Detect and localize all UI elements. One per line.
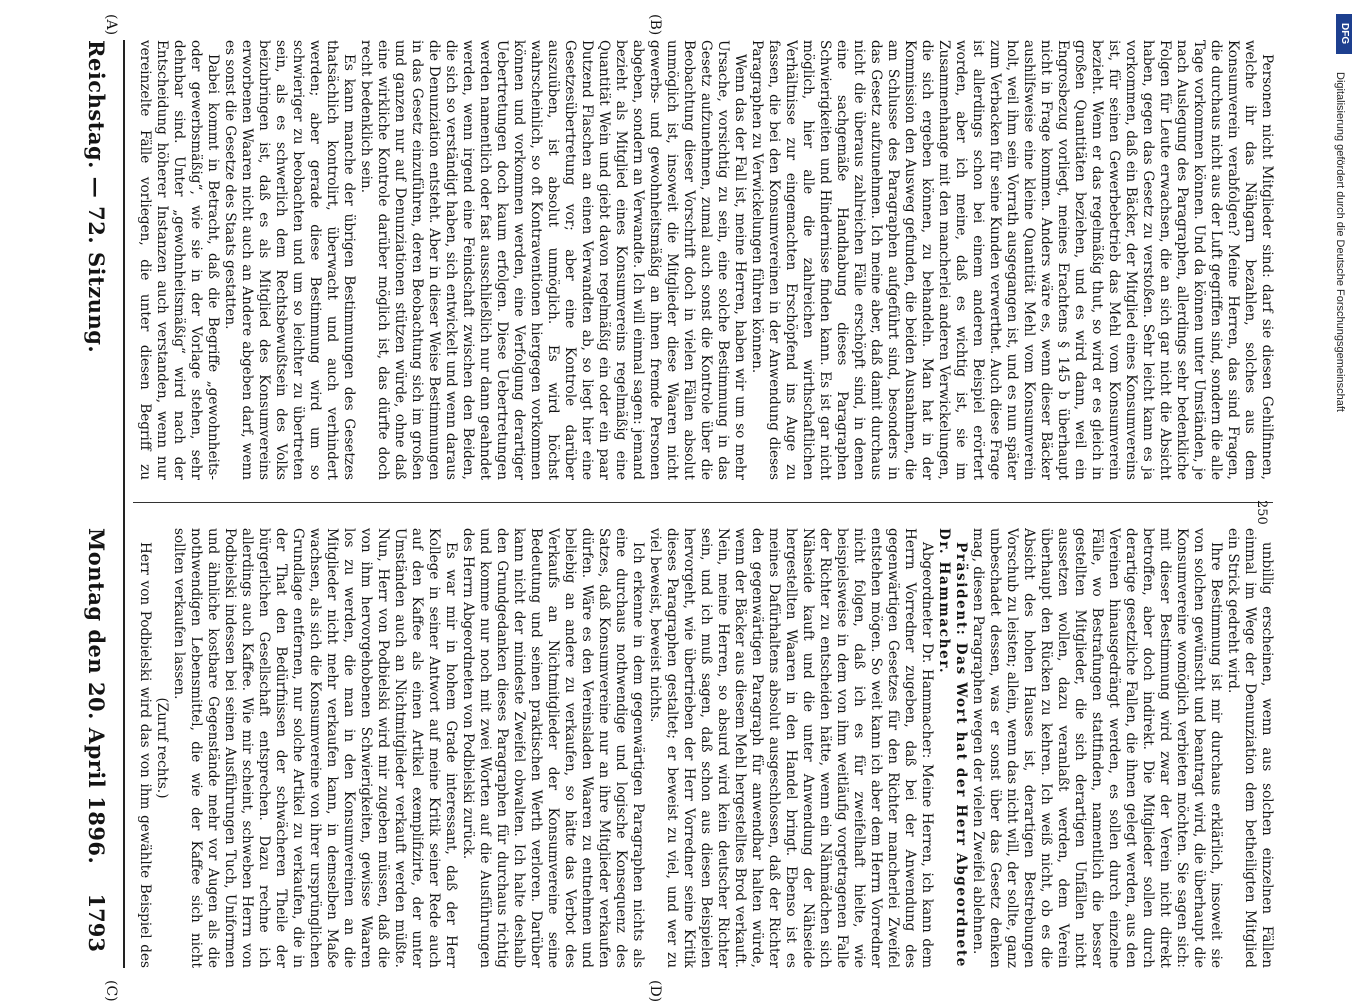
margin-marker-b: (B) bbox=[647, 14, 663, 36]
paragraph: Es war mir in hohem Grade interessant, daß der Herr Kollege in seiner Antwort auf meine Kritik seiner Rede auch auf den Kaffee als einen Artikel exemplifizirte, der unter Umständen auch an Nichtmitglieder verkauft werden müßte. Nun, Herr von Podbielski wird mir zugeben müssen, daß die von ihm hervorgehobenen Schwierigkeiten, gewisse Waaren los zu werden, die man in den Konsumvereinen an die Mitglieder nicht mehr verkaufen kann, in demselben Maße wachsen, als sich die Konsumvereine von ihrer ursprünglichen Grundlage entfernen, nur solche Artikel zu verkaufen, die in der That den Bedürfnissen der schwächeren Theile der bürgerlichen Gesellschaft entsprechen. Dazu rechne ich allerdings auch Kaffee. Wie mir scheint, schweben Herrn von Podbielski indessen bei seinen Ausführungen Tuch, Uniformen und ähnliche kostbare Gegenstände mehr vor Augen als die nothwendigen Lebensmittel, die wie der Kaffee sich nicht sollten verkaufen lassen. bbox=[171, 528, 459, 968]
header-center: Montag den 20. April 1896. bbox=[84, 528, 109, 865]
signature-mark: 250 bbox=[1254, 500, 1269, 525]
paragraph: Ich erkenne in dem gegenwärtigen Paragraphen nichts als eine durchaus nothwendige und logische Konsequenz des Satzes, daß Konsumvereine nur an ihre Mitglieder verkaufen dürfen. Wäre es den Vereinsladen Waaren zu entnehmen und beliebig an andere zu verkaufen, so hätte das Verbot des Verkaufs an Nichtmitglieder der Konsumvereine seine Bedeutung und seinen praktischen Werth verloren. Darüber kann nicht der mindeste Zweifel obwalten. Ich halte deshalb den Grundgedanken dieses Paragraphen für durchaus richtig und komme nur noch mit zwei Worten auf die Ausführungen des Herrn Abgeordneten von Podbielski zurück. bbox=[460, 528, 646, 968]
paragraph: Abgeordneter Dr. Hammacher: Meine Herren, ich kann dem Herrn Vorredner zugeben, daß bei der Anwendung des gegenwärtigen Gesetzes für den Richter mancherlei Zweifel entstehen mögen. So weit kann ich aber dem Herrn Vorredner nicht folgen, daß ich es für zweifelhaft hielte, wie beispielsweise in dem von ihm weitläufig vorgetragenen Falle der Richter zu entscheiden hätte, wenn ein Nähmädchen sich Nähseide kauft und die unter Anwendung der Nähseide hergestellten Waaren in den Handel bringt. Ebenso ist es meines Dafürhaltens absolut ausgeschlossen, daß der Richter den gegenwärtigen Paragraph für anwendbar halten würde, wenn der Bäcker aus diesem Mehl hergestelltes Brod verkauft. Nein, meine Herren, so absurd wird kein deutscher Richter sein, und ich muß sagen, daß schon aus diesen Beispielen hervorgeht, wie übertrieben der Herr Vorredner seine Kritik dieses Paragraphen gestaltet; er beweist zu viel, und wer zu viel beweist, beweist nichts. bbox=[647, 528, 935, 968]
paragraph: Ihre Bestimmung ist mir durchaus erklärlich, insoweit sie von solchen gewünscht und beantragt wird, die überhaupt die Konsumvereine womöglich verbieten möchten. Sie sagen sich: mit dieser Bestimmung wird zwar der Verein nicht direkt betroffen, aber doch indirekt. Die Mitglieder sollen durch derartige gesetzliche Fallen, die ihnen gelegt werden, aus den Vereinen hinausgedrängt werden, es sollen durch einzelne Fälle, wo Bestrafungen stattfinden, namentlich die besser gestellten Mitglieder, die sich derartigen Unfällen nicht aussetzen wollen, dazu veranlaßt werden, dem Verein überhaupt den Rücken zu kehren. Ich weiß nicht, ob es die Absicht des hohen Hauses ist, derartigen Bestrebungen Vorschub zu leisten; allein, wenn das nicht will, der sollte, ganz unbeschadet dessen, was er sonst über das Gesetz denken mag, diesen Paragraphen wegen der vielen Zweifel ablehnen. bbox=[970, 528, 1224, 968]
margin-marker-c: (C) bbox=[103, 980, 119, 1002]
header-rule bbox=[123, 40, 125, 968]
paragraph: Personen nicht Mitglieder sind: darf sie diesen Gehilfinnen, welche ihr das Nähgarn bezahlen, solches aus dem Konsumverein verabfolgen? Meine Herren, das sind Fragen, die durchaus nicht aus der Luft gegriffen sind, sondern die alle Tage vorkommen können. Und da können unter Umständen, je nach Auslegung des Paragraphen, allerdings sehr bedenkliche Folgen für Leute erwachsen, die an sich gar nicht die Absicht haben, gegen das Gesetz zu verstoßen. Sehr leicht kann es ja vorkommen, daß ein Bäcker, der Mitglied eines Konsumvereins ist, für seinen Gewerbebetrieb das Mehl vom Konsumverein bezieht. Wenn er das regelmäßig thut, so wird er es gleich in großen Quantitäten beziehen, und es wird dann, weil ein Engrosbezug vorliegt, meines Erachtens § 145 b überhaupt nicht in Frage kommen. Anders wäre es, wenn dieser Bäcker aushilfsweise eine kleine Quantität Mehl vom Konsumverein holt, weil ihm sein Vorrath ausgegangen ist, und es nun später zum Verbacken für seine Kunden verwerthet. Auch diese Frage ist allerdings schon bei einem anderen Beispiel erörtert worden, aber ich meine, daß es wichtig ist, sie im Zusammenhange mit den mancherlei anderen Verwickelungen, die sich ergeben können, zu behandeln. Man hat in der Kommission den Ausweg gefunden, die beiden Ausnahmen, die am Schlusse des Paragraphen aufgeführt sind, besonders in das Gesetz aufzunehmen. Ich meine aber, daß damit durchaus nicht die überaus zahlreichen Fälle erschöpft sind, in denen eine sachgemäße Handhabung dieses Paragraphen Schwierigkeiten und Hindernisse finden kann. Es ist gar nicht möglich, hier alle die zahlreichen wirthschaftlichen Verhältnisse zur eingemachten Erschöpfend ins Auge zu fassen, die bei den Konsumvereinen in der Anwendung dieses Paragraphen zu Verwickelungen führen können. bbox=[749, 40, 1275, 480]
interjection: (Zuruf rechts.) bbox=[154, 697, 170, 799]
running-header bbox=[61, 0, 121, 1000]
digitization-notice: Digitalisierung gefördert durch die Deutsche Forschungsgemeinschaft bbox=[1334, 72, 1346, 412]
digitization-footer bbox=[1334, 14, 1352, 994]
text-column-right bbox=[135, 528, 1275, 968]
paragraph: unbillig erscheinen, wenn aus solchen einzelnen Fällen einmal im Wege der Denunziation dem betheiligten Mitglied ein Strick gedreht wird. bbox=[1225, 528, 1275, 968]
dfg-logo: DFG bbox=[1336, 14, 1352, 54]
paragraph: Es kann manche der übrigen Bestimmungen des Gesetzes thatsächlich kontrolirt, überwacht und auch verhindert werden; aber gerade diese Bestimmung wird um so schwieriger zu beobachten und um so leichter zu übertreten sein, als es schwerlich dem Rechtsbewußtsein des Volks beizubringen ist, daß es als Mitglied des Konsumvereins erworbenen Waaren nicht auch an Andere abgeben darf, wenn es sonst die Gesetze des Staats gestatten. bbox=[222, 40, 357, 480]
margin-marker-a: (A) bbox=[103, 14, 119, 36]
paragraph: Herr von Podbielski wird das von ihm gewählte Beispiel des bbox=[137, 542, 153, 968]
text-column-left bbox=[135, 40, 1275, 480]
page-number: 1793 bbox=[84, 893, 109, 952]
speaker-line: Präsident: Das Wort hat der Herr Abgeordnete Dr. Hammacher. bbox=[936, 528, 969, 968]
header-left: Reichstag. — 72. Sitzung. bbox=[84, 40, 109, 354]
column-separator bbox=[133, 502, 1273, 503]
paragraph: Dabei kommt in Betracht, daß die Begriffe „gewohnheits- oder gewerbsmäßig“, wie sie in der Vorlage stehen, sehr dehnbar sind. Unter „gewohnheitsmäßig“ wird nach der Entscheidung höherer Instanzen auch verstanden, wenn nur vereinzelte Fälle vorliegen, die unter diesen Begriff zu bbox=[137, 40, 221, 480]
paragraph: Wenn das der Fall ist, meine Herren, haben wir um so mehr Ursache, vorsichtig zu sein, eine solche Bestimmung in das Gesetz aufzunehmen, zumal auch sonst die Kontrole über die Beobachtung dieser Vorschrift doch in vielen Fällen absolut unmöglich ist, insoweit die Mitglieder diese Waaren nicht gewerbs- und gewohnheitsmäßig an ihnen fremde Personen abgeben, sondern an Verwandte. Ich will einmal sagen: jemand bezieht als Mitglied eines Konsumvereins regelmäßig eine Quantität Wein und giebt davon regelmäßig ein oder ein paar Dutzend Flaschen an einen Verwandten ab, so liegt hier eine Gesetzesübertretung vor; aber eine Kontrole darüber auszuüben, ist absolut unmöglich. Es wird höchst wahrscheinlich, so oft Kontraventionen hiergegen vorkommen können und vorkommen werden, eine Verfolgung derartiger Uebertretungen doch kaum erfolgen. Diese Uebertretungen werden namentlich oder fast ausschließlich nur dann geahndet werden, wenn irgend eine Feindschaft zwischen den Beiden, die sich so verständigt haben, sich entwickelt und wenn daraus die Denunziation entsteht. Aber in dieser Weise Bestimmungen in das Gesetz einzuführen, deren Beobachtung sich im großen und ganzen nur auf Denunziationen stützen würde, ohne daß eine wirkliche Kontrole darüber möglich ist, das dürfte doch recht bedenklich sein. bbox=[358, 40, 748, 480]
margin-marker-d: (D) bbox=[647, 980, 663, 1002]
